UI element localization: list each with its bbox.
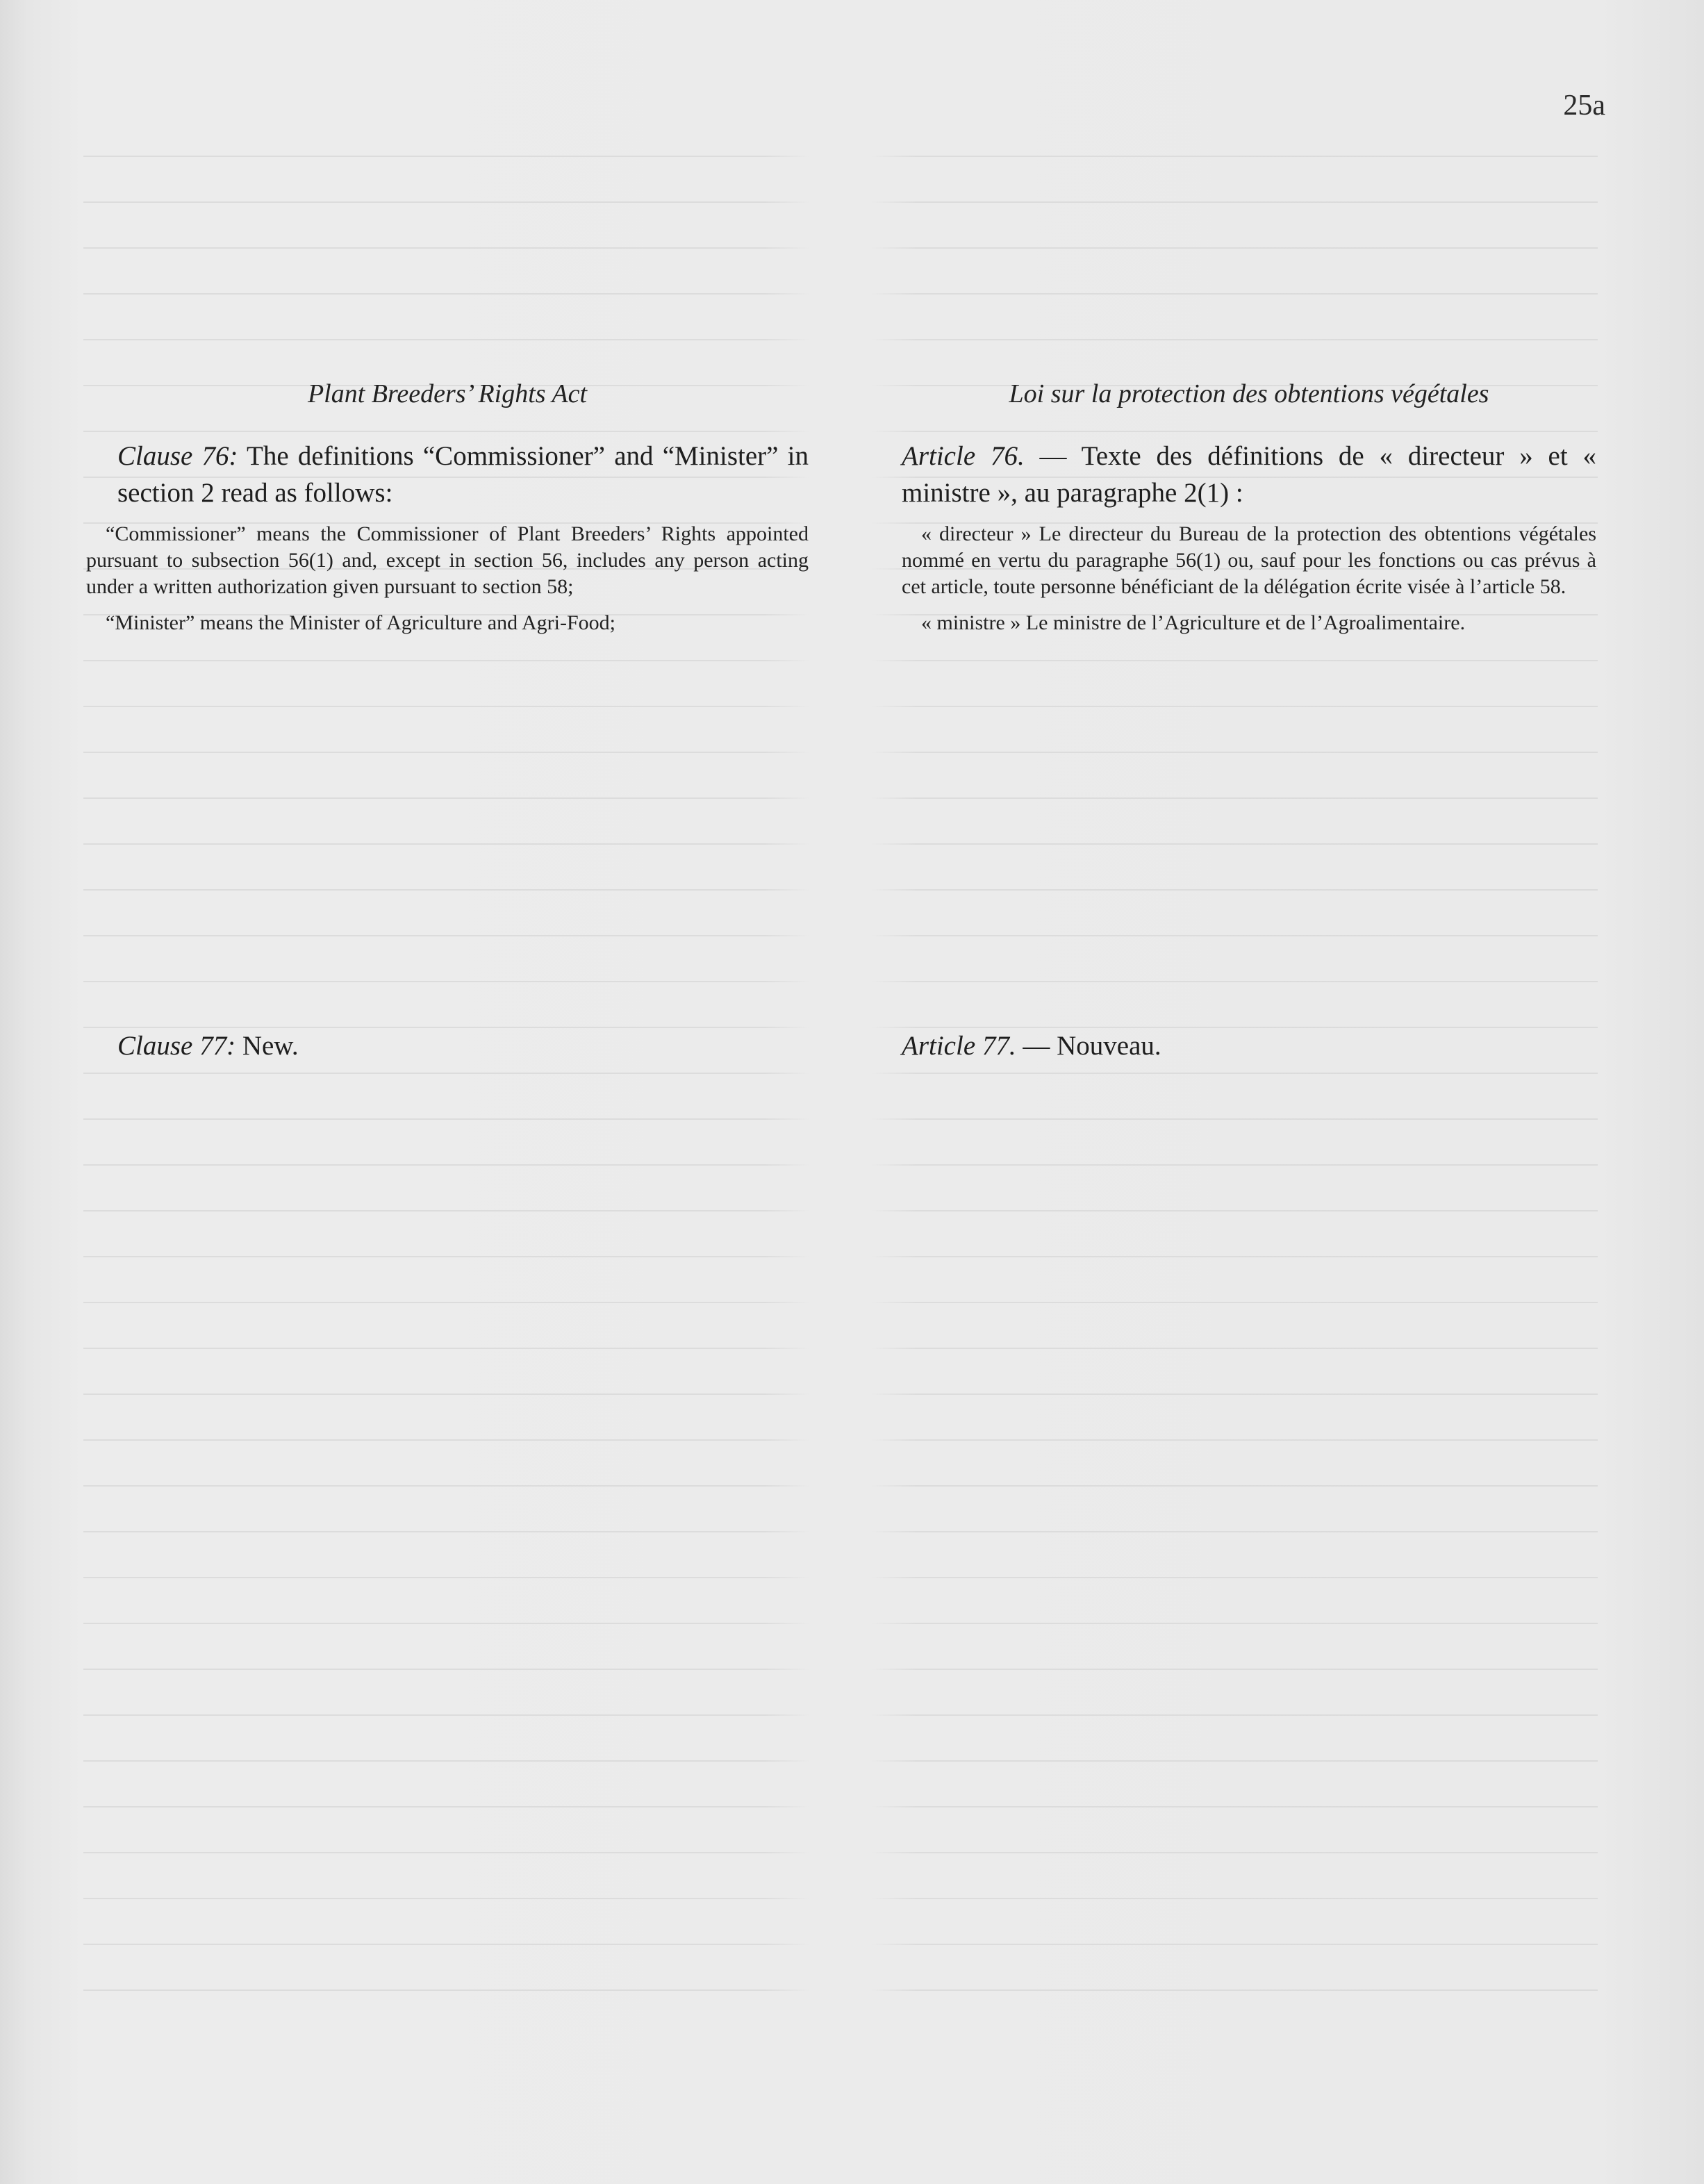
french-act-heading: Loi sur la protection des obtentions végétales [1009,379,1489,408]
english-clause-76 [117,438,809,511]
english-clause-77-text: New. [235,1031,299,1061]
french-clause-76 [902,438,1596,511]
page-number: 25a [1563,90,1605,122]
english-definition-minister: “Minister” means the Minister of Agriculture and Agri-Food; [106,611,616,634]
english-definitions [86,521,809,646]
english-clause-77-label: Clause 77: [117,1031,236,1061]
english-act-heading: Plant Breeders’ Rights Act [307,379,588,408]
english-clause-77 [117,1030,299,1061]
french-clause-77-text: — Nouveau. [1016,1031,1161,1061]
english-clause-76-label: Clause 76: [117,441,238,471]
french-clause-77 [902,1030,1161,1061]
french-definitions [902,521,1596,646]
english-clause-76-text: The definitions “Commissioner” and “Minister” in section 2 read as follows: [117,441,809,508]
french-clause-76-label: Article 76. [902,441,1025,471]
english-definition-commissioner: “Commissioner” means the Commissioner of Plant Breeders’ Rights appointed pursuant to subsection 56(1) and, except in section 56, includes any person acting under a written authorization given pursuant to section 58; [86,522,809,598]
french-definition-directeur: « directeur » Le directeur du Bureau de la protection des obtentions végétales nommé en vertu du paragraphe 56(1) ou, sauf pour les fonctions ou cas prévus à cet article, toute personne bénéficiant de la délégation écrite visée à l’article 58. [902,522,1596,598]
french-clause-76-text: — Texte des définitions de « directeur » et « ministre », au paragraphe 2(1) : [902,441,1596,508]
french-definition-ministre: « ministre » Le ministre de l’Agriculture et de l’Agroalimentaire. [921,611,1466,634]
french-clause-77-label: Article 77. [902,1031,1016,1061]
